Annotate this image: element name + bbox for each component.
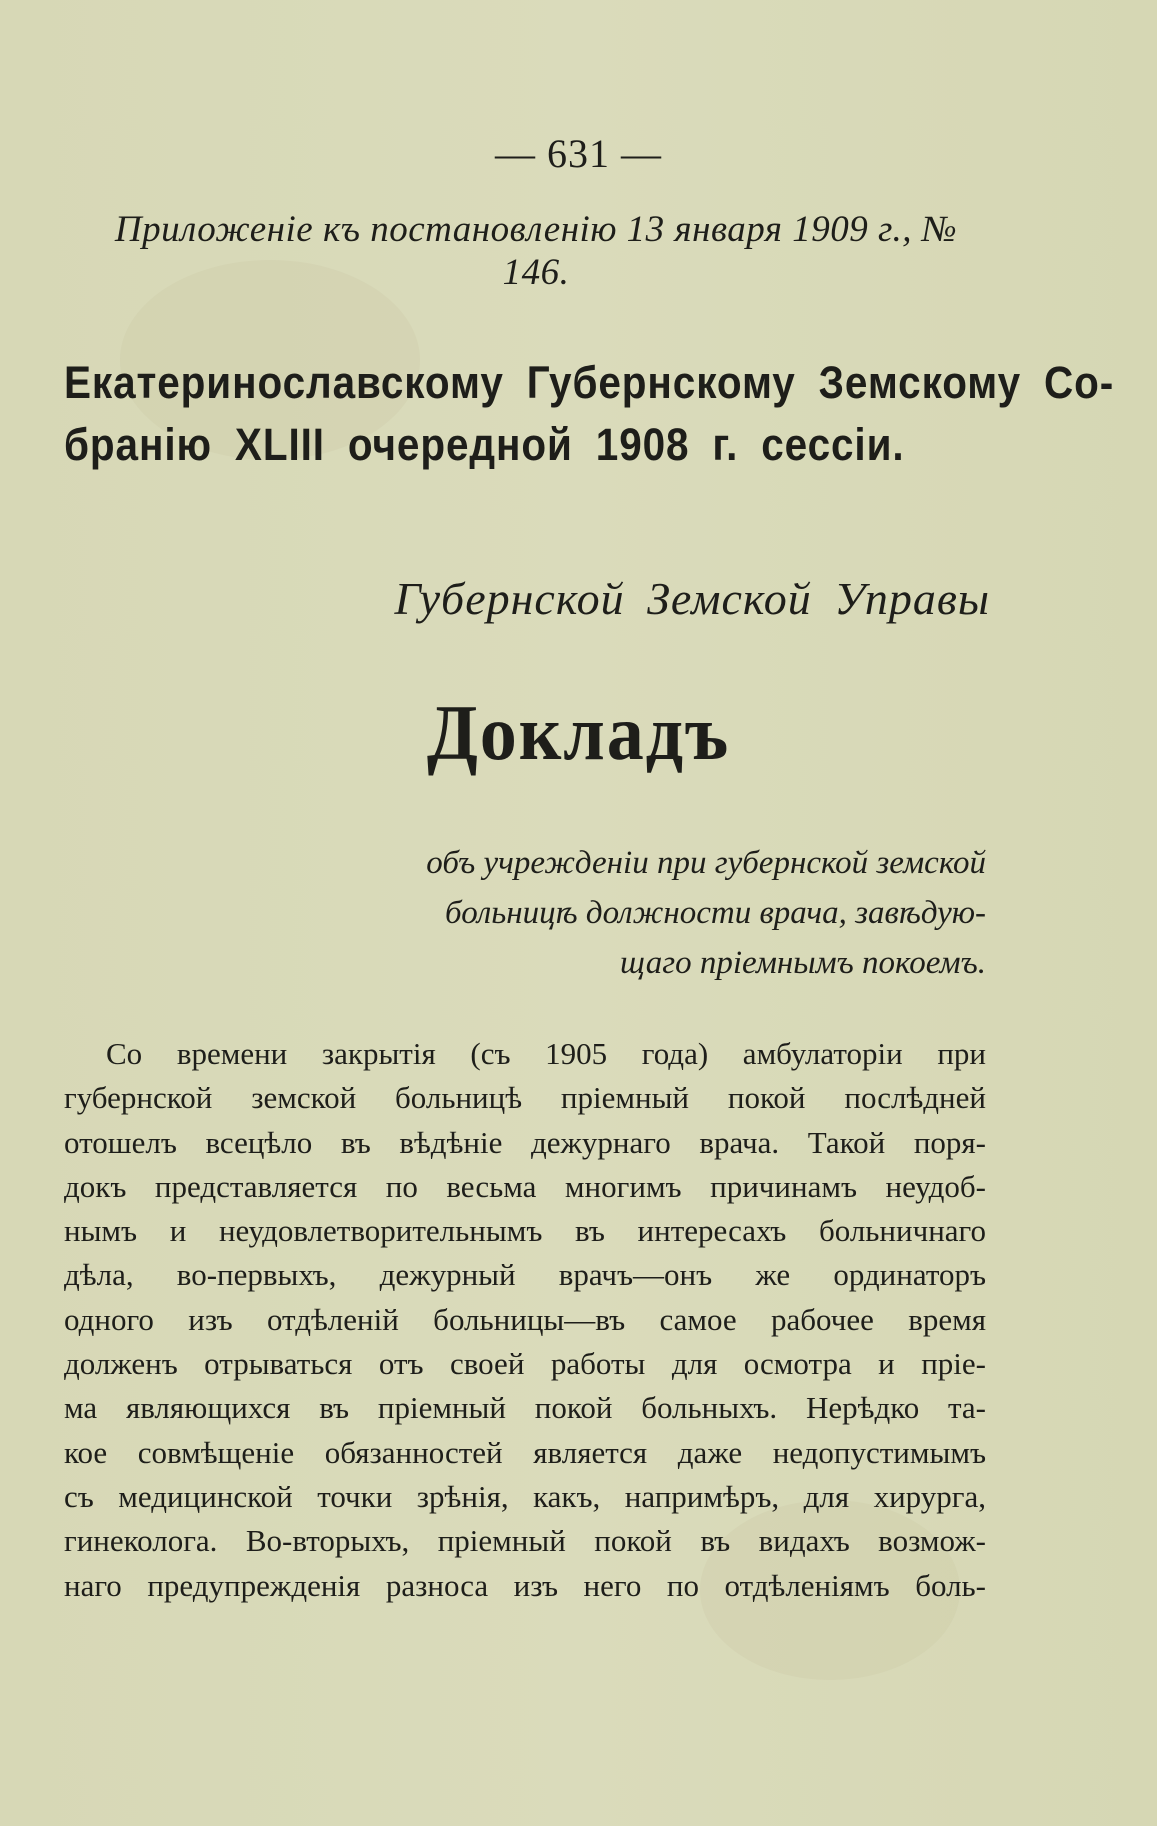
- body-line: кое совмѣщеніе обязанностей является даже недопустимымъ: [64, 1434, 986, 1470]
- subject-line-3: щаго пріемнымъ покоемъ.: [619, 945, 986, 981]
- body-line: наго предупрежденія разноса изъ него по отдѣленіямъ боль-: [64, 1567, 986, 1603]
- subject-line-2: больницѣ должности врача, завѣдую-: [445, 895, 986, 931]
- body-text: [64, 1032, 986, 1608]
- document-title: Докладъ: [426, 689, 731, 776]
- body-line: ма являющихся въ пріемный покой больныхъ. Нерѣдко та-: [64, 1390, 986, 1426]
- body-line: долженъ отрываться отъ своей работы для осмотра и пріе-: [64, 1346, 986, 1382]
- assembly-heading: [64, 352, 1115, 476]
- body-line: губернской земской больницѣ пріемный покой послѣдней: [64, 1080, 986, 1116]
- appendix-line: Приложеніе къ постановленію 13 января 1909 г., № 146.: [114, 209, 958, 293]
- body-line: дѣла, во-первыхъ, дежурный врачъ—онъ же ординаторъ: [64, 1257, 986, 1293]
- subject-line-1: объ учрежденіи при губернской земской: [426, 845, 986, 881]
- page-number: — 631 —: [495, 131, 662, 176]
- body-line: одного изъ отдѣленій больницы—въ самое рабочее время: [64, 1301, 986, 1337]
- heading-line-1: Екатеринославскому Губернскому Земскому Со-: [64, 357, 1115, 408]
- body-line: отошелъ всецѣло въ вѣдѣніе дежурнаго врача. Такой поря-: [64, 1124, 986, 1160]
- heading-line-2: бранію XLIII очередной 1908 г. сессіи.: [64, 419, 905, 470]
- body-line: съ медицинской точки зрѣнія, какъ, напримѣръ, для хирурга,: [64, 1478, 986, 1514]
- report-subject: [386, 838, 986, 988]
- issuer-line: Губернской Земской Управы: [394, 573, 990, 624]
- body-line: гинеколога. Во-вторыхъ, пріемный покой въ видахъ возмож-: [64, 1523, 986, 1559]
- body-line: докъ представляется по весьма многимъ причинамъ неудоб-: [64, 1168, 986, 1204]
- body-line: Со времени закрытія (съ 1905 года) амбулаторіи при: [106, 1036, 986, 1071]
- body-line: нымъ и неудовлетворительнымъ въ интересахъ больничнаго: [64, 1213, 986, 1249]
